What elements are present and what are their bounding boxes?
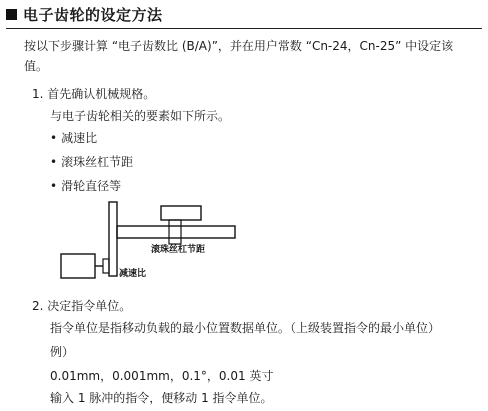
step1-description: 与电子齿轮相关的要素如下所示。 <box>50 109 231 123</box>
title-divider <box>6 28 482 29</box>
step1-heading: 1. 首先确认机械规格。 <box>32 87 156 101</box>
small-gear <box>103 259 109 273</box>
gear-plate <box>109 202 117 276</box>
mechanism-diagram <box>55 196 275 284</box>
bullet-dot-icon: • <box>50 131 58 145</box>
step2-heading: 2. 决定指令单位。 <box>32 299 132 313</box>
bullet-dot-icon: • <box>50 179 58 193</box>
bullet-item-label: 滚珠丝杠节距 <box>61 155 134 169</box>
ball-screw-nut <box>169 220 181 244</box>
bullet-item <box>50 154 133 170</box>
example-label: 例） <box>50 345 75 359</box>
intro-line-1: 按以下步骤计算 “电子齿数比 (B/A)”，并在用户常数 “Cn-24，Cn-25” 中设定该 <box>24 39 454 53</box>
motor-block <box>61 254 95 278</box>
bullet-item-label: 滑轮直径等 <box>61 179 122 193</box>
section-header <box>6 4 163 25</box>
bullet-item <box>50 130 97 146</box>
square-bullet-icon <box>6 9 17 20</box>
example-note: 输入 1 脉冲的指令，便移动 1 指令单位。 <box>50 391 273 405</box>
bullet-item-label: 减速比 <box>61 131 98 145</box>
bullet-dot-icon: • <box>50 155 58 169</box>
step2-description: 指令单位是指移动负载的最小位置数据单位。（上级装置指令的最小单位） <box>50 321 441 335</box>
load-table <box>161 206 201 220</box>
ball-screw <box>117 226 235 238</box>
intro-line-2: 值。 <box>24 59 49 73</box>
section-title: 电子齿轮的设定方法 <box>23 6 163 24</box>
pitch-label: 滚珠丝杠节距 <box>151 245 206 255</box>
bullet-item <box>50 178 121 194</box>
example-values: 0.01mm，0.001mm，0.1°，0.01 英寸 <box>50 369 274 383</box>
reduction-label: 减速比 <box>119 269 147 279</box>
